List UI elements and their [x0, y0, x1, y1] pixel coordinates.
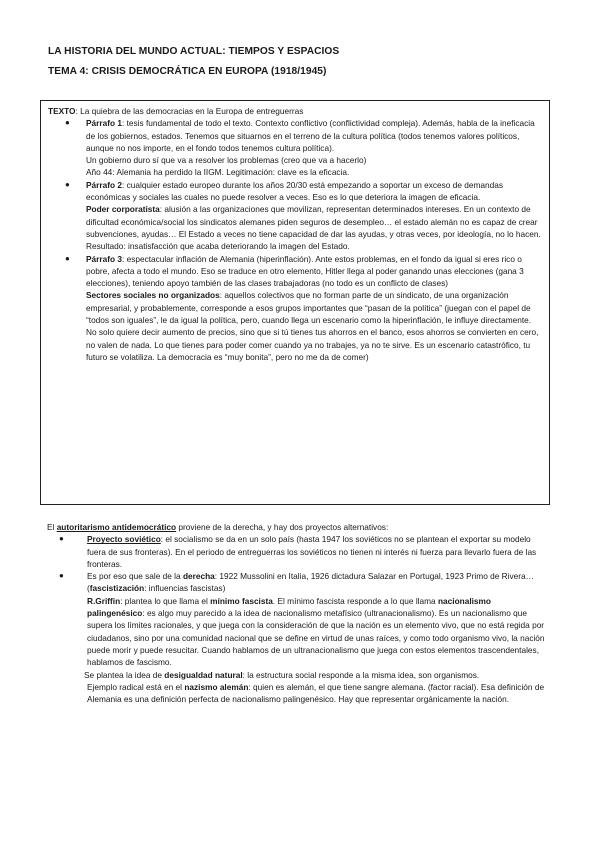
- bullet-icon: ●: [65, 179, 70, 189]
- bullet-icon: ●: [65, 118, 70, 128]
- bullet-parrafo-3: [48, 253, 543, 364]
- autoritarismo-intro: El autoritarismo antidemocrático proviene de la derecha, y hay dos proyectos alternativos:: [47, 522, 389, 532]
- bullet-parrafo-2: [48, 179, 543, 253]
- nazismo-paragraph: Ejemplo radical está en el nazismo alemán: quien es alemán, el que tiene sangre alemana. (factor racial). Esa definición de Alemania es una definición perfecta de nacionalismo palingenésico. Hay que representar orgánicamente la nación.: [87, 681, 545, 705]
- resultado-line: Resultado: insatisfacción que acaba deteriorando la imagen del Estado.: [86, 241, 350, 252]
- texto-heading: TEXTO: La quiebra de las democracias en la Europa de entreguerras: [48, 106, 304, 116]
- bullet-parrafo-1: [48, 117, 543, 178]
- texto-box: [40, 100, 550, 505]
- parrafo-3-text: Párrafo 3: espectacular inflación de Alemania (hiperinflación). Ante estos problemas, en el fondo da igual si eres rico o pobre, afecta a todo el mundo. Eso se traduce en otro elemento, Hitler llega al poder ganando unas elecciones (gana 3 elecciones), teniendo apoyo también de las clases trabajadoras (no todo es un conflicto de clases): [86, 253, 524, 289]
- sectores-sociales: Sectores sociales no organizados: aquellos colectivos que no forman parte de un sindicato, de una organización empresarial, y probablemente, corresponde a esos grupos importantes que “pasan de la política” (juegan con el papel de “todos son iguales”, le da igual la política, pero, cuando llega un escenario como la hiperinflación, le influye directamente. No solo quiere decir aumento de precios, sino que si tú tienes tus ahorros en el banco, esos ahorros se convierten en cero, no valen de nada. Lo que tienes para poder comer cuando ya no trabajes, ya no te sirve. Es un escenario catastrófico, tu futuro se volatiliza. La democracia es “muy bonita”, pero no me da de comer): [86, 290, 539, 362]
- parrafo-2-text: Párrafo 2: cualquier estado europeo durante los años 20/30 está empezando a soportar un exceso de demandas económicas y sociales las cuales no puede resolver a veces. Eso es lo que deteriora la imagen de eficacia.: [86, 179, 503, 203]
- bullet-proyecto-sovietico: ● Proyecto soviético: el socialismo se da en un solo país (hasta 1947 los soviéticos no se plantean el exportar su modelo fuera de sus fronteras). En el periodo de entreguerras los soviéticos no tienen ni interés ni fuerza para llevarlo fuera de las fronteras.: [59, 534, 537, 569]
- bullet-derecha: ● Es por eso que sale de la derecha: 1922 Mussolini en Italia, 1926 dictadura Salazar en Portugal, 1923 Primo de Rivera… (fascistización: influencias fascistas): [59, 571, 534, 594]
- bullet-icon: ●: [65, 253, 70, 263]
- document-title: LA HISTORIA DEL MUNDO ACTUAL: TIEMPOS Y ESPACIOS: [48, 46, 340, 57]
- parrafo-1-text: Párrafo 1: tesis fundamental de todo el texto. Contexto conflictivo (conflictividad compleja). Además, habla de la ineficacia de los gobiernos, estados. Tenemos que situarnos en el terreno de la cultura política (todos tenemos valores políticos, aunque no nos importe, en el fondo todos tenemos cultura política).: [86, 118, 535, 153]
- autoritarismo-section: [47, 521, 547, 705]
- bullet-icon: ●: [59, 534, 64, 544]
- parrafo-1-line-3: Año 44: Alemania ha perdido la IIGM. Legitimación: clave es la eficacia.: [86, 167, 350, 178]
- poder-corporatista: Poder corporatista: alusión a las organizaciones que movilizan, representan determinados intereses. En un contexto de dificultad económica/social los sindicatos alemanes piden seguros de desempleo… el estado alemán no es capaz de crear subvenciones, ayudas… El Estado a veces no tiene capacidad de dar las ayudas, y otras veces, por ideología, no lo hacen.: [86, 204, 541, 239]
- bullet-icon: ●: [59, 571, 64, 581]
- document-subtitle: TEMA 4: CRISIS DEMOCRÁTICA EN EUROPA (1918/1945): [48, 66, 327, 77]
- griffin-paragraph: R.Griffin: plantea lo que llama el mínimo fascista. El mínimo fascista responde a lo que llama nacionalismo palingenésico: es algo muy parecido a la idea de nacionalismo metafísico (ultranacionalismo). Es un nacionalismo que supera los límites racionales, y que juega con la consideración de que la nación es un elemento vivo, que no está regida por ciudadanos, sino por una comunidad nacional que se define en virtud de unas raíces, y como todo organismo vivo, la nación puede morir y puede resucitar. Cuando hablamos de un ultranacionalismo que juega con estos elementos trascendentales, hablamos de fascismo.: [87, 595, 545, 668]
- parrafo-1-line-2: Un gobierno duro sí que va a resolver los problemas (creo que va a hacerlo): [86, 155, 367, 166]
- desigualdad-paragraph: Se plantea la idea de desigualdad natural: la estructura social responde a la misma idea, son organismos.: [84, 669, 480, 680]
